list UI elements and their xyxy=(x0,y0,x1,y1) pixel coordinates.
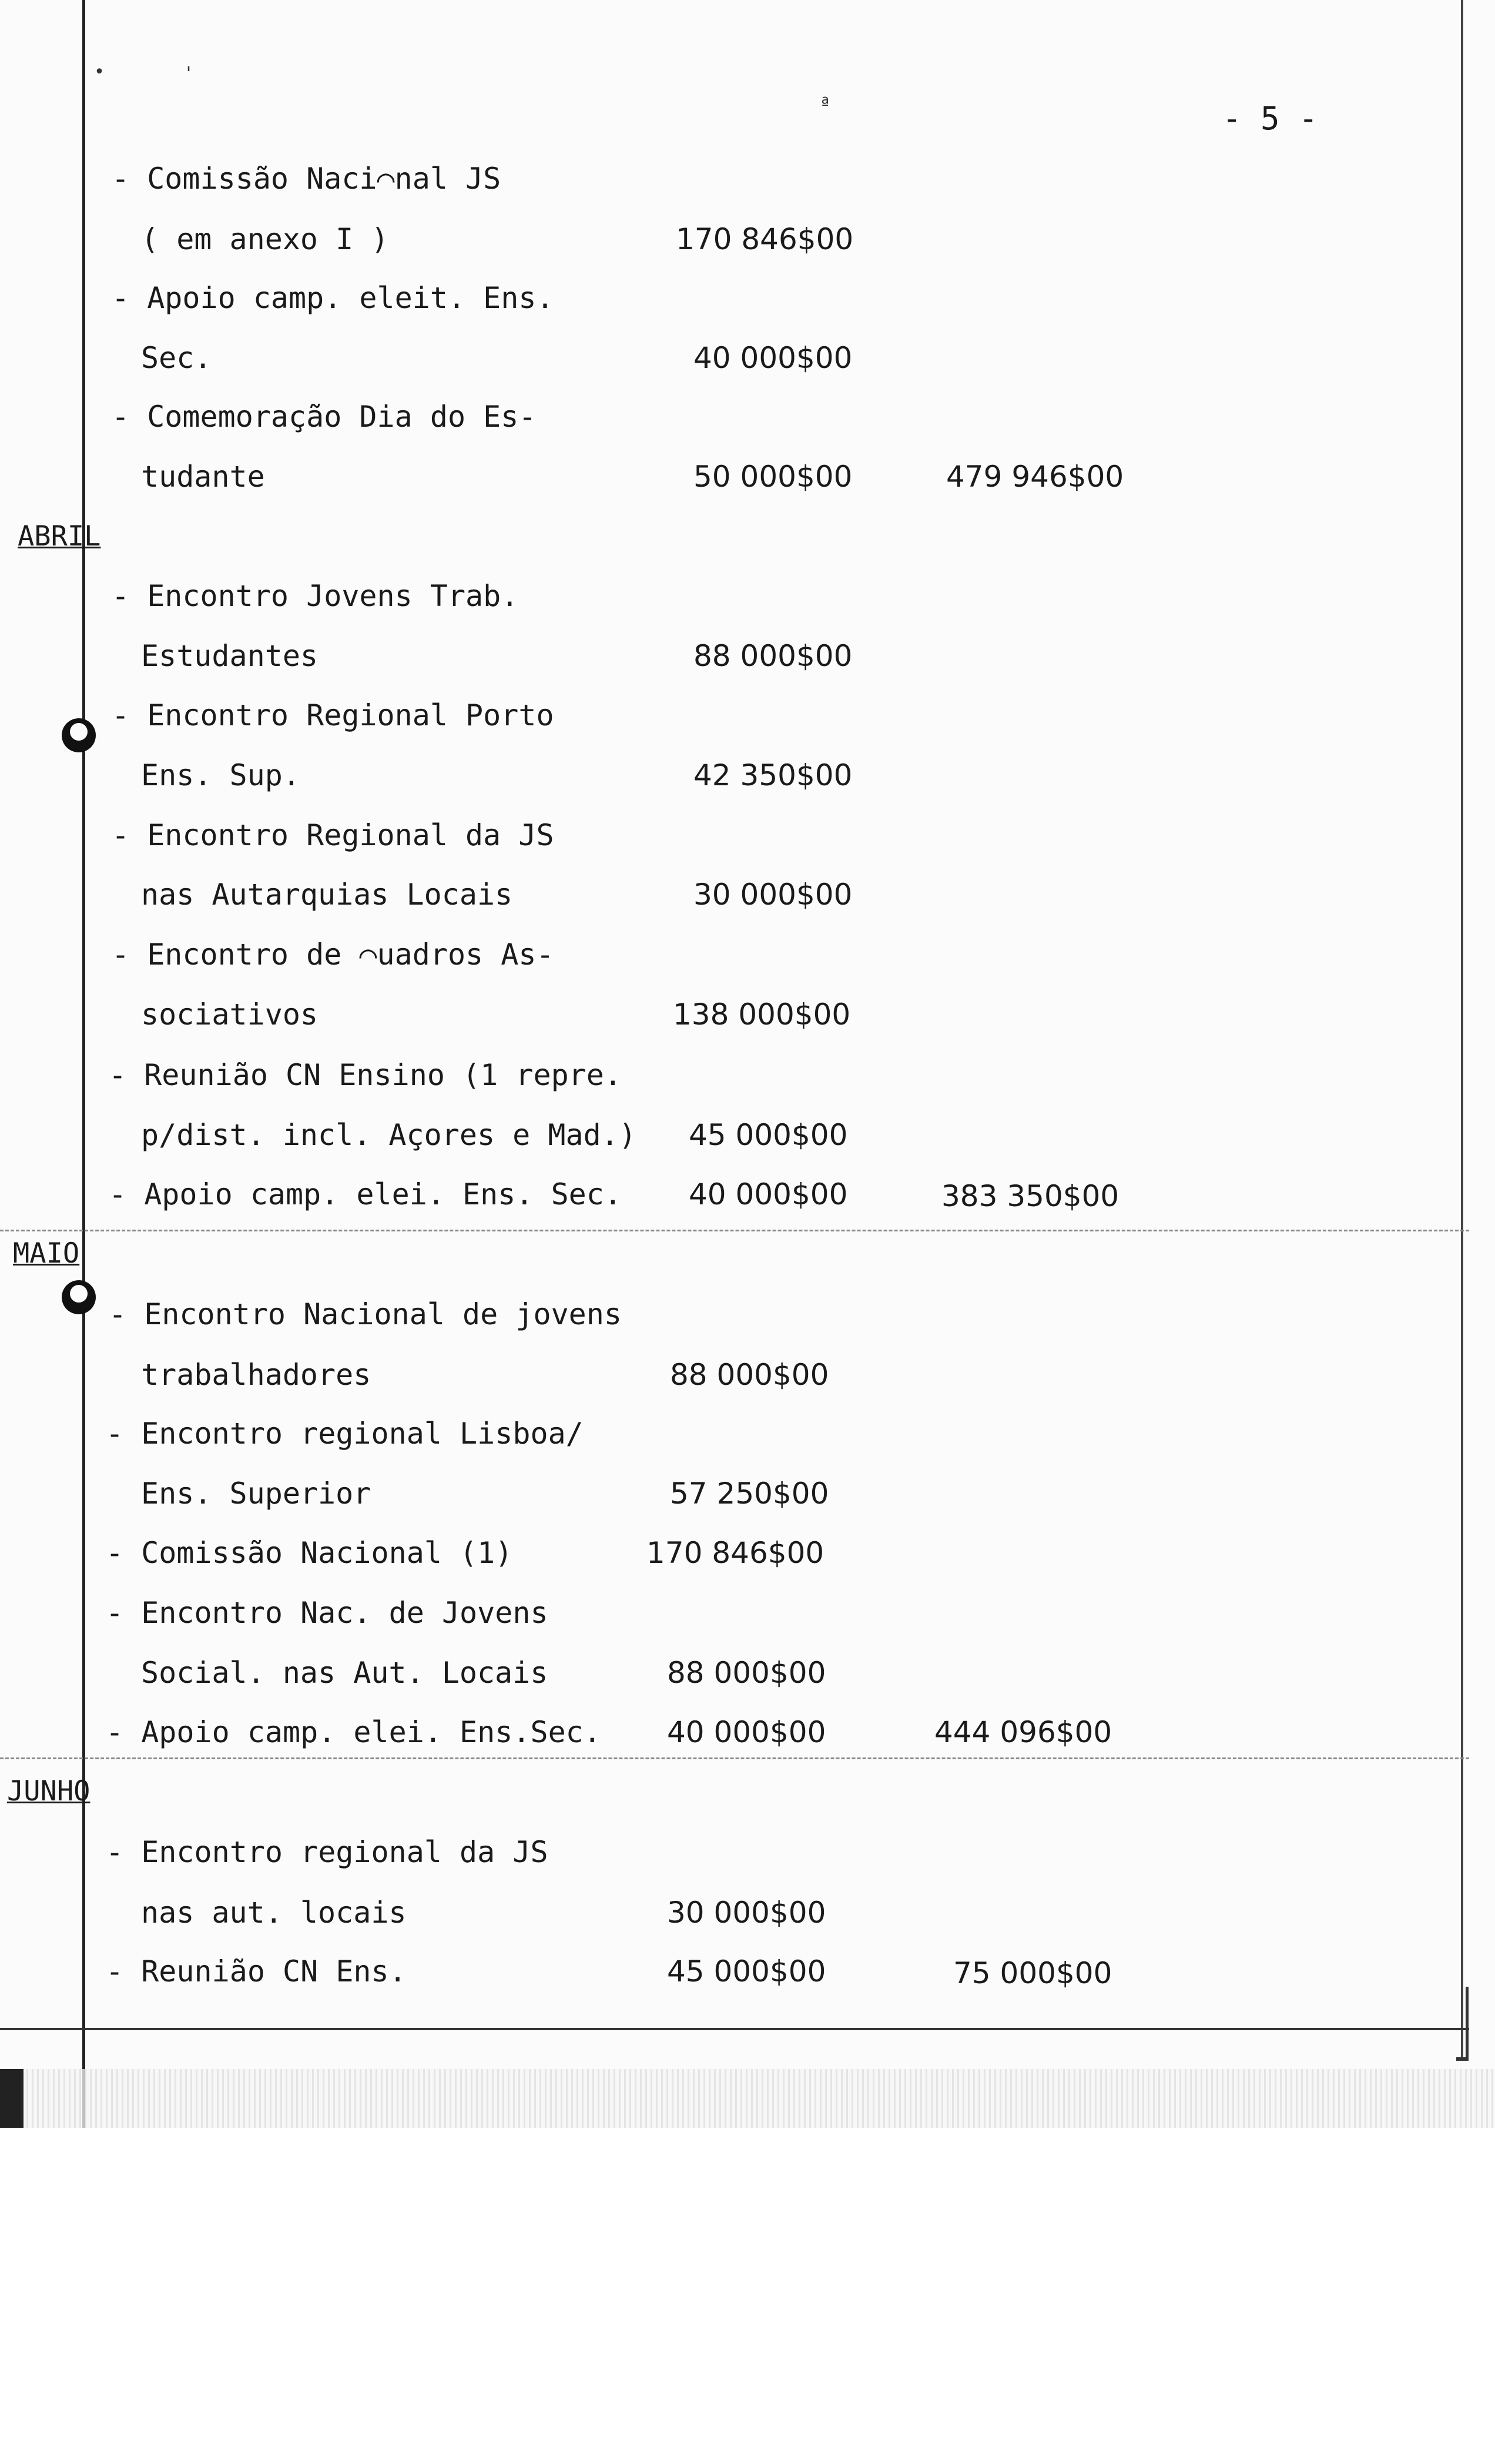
item-5-line1: - Encontro Regional Porto xyxy=(112,698,554,732)
page-corner xyxy=(1456,1987,1469,2061)
item-13-line2: Social. nas Aut. Locais xyxy=(141,1656,548,1690)
scan-speck: ª xyxy=(820,94,831,115)
month-abril: ABRIL xyxy=(18,520,101,553)
item-7-line1: - Encontro de ⌒uadros As- xyxy=(112,938,554,972)
item-5-line2: Ens. Sup. xyxy=(141,758,300,792)
item-12-amount: 170 846$00 xyxy=(646,1536,824,1570)
item-11-line2: Ens. Superior xyxy=(141,1477,371,1511)
scan-dark-corner xyxy=(0,2069,24,2128)
punch-hole-bottom xyxy=(62,1280,96,1314)
item-14-line1: - Apoio camp. elei. Ens.Sec. xyxy=(106,1715,601,1749)
page-number: - 5 - xyxy=(1222,100,1318,137)
maio-divider-line xyxy=(0,1230,1469,1231)
month-junho: JUNHO xyxy=(7,1775,90,1807)
month-maio: MAIO xyxy=(13,1237,80,1270)
item-9-line1: - Apoio camp. elei. Ens. Sec. xyxy=(109,1177,622,1211)
item-2-amount: 40 000$00 xyxy=(693,341,853,375)
item-16-amount: 45 000$00 xyxy=(667,1954,826,1988)
item-13-amount: 88 000$00 xyxy=(667,1656,826,1690)
item-2-line1: - Apoio camp. eleit. Ens. xyxy=(112,281,554,315)
punch-hole-top xyxy=(62,718,96,752)
item-8-line2: p/dist. incl. Açores e Mad.) xyxy=(141,1118,636,1152)
item-4-line1: - Encontro Jovens Trab. xyxy=(112,579,519,613)
item-10-line2: trabalhadores xyxy=(141,1358,371,1392)
item-6-amount: 30 000$00 xyxy=(693,878,853,912)
item-1-line1: - Comissão Naci⌒nal JS xyxy=(112,162,501,196)
item-13-line1: - Encontro Nac. de Jovens xyxy=(106,1596,548,1630)
item-1-line2: ( em anexo I ) xyxy=(141,222,389,256)
page-bottom-edge xyxy=(0,2028,1469,2030)
item-15-line1: - Encontro regional da JS xyxy=(106,1835,548,1869)
item-11-line1: - Encontro regional Lisboa/ xyxy=(106,1417,584,1451)
item-10-line1: - Encontro Nacional de jovens xyxy=(109,1297,622,1331)
item-10-amount: 88 000$00 xyxy=(670,1358,829,1392)
junho-divider-line xyxy=(0,1757,1469,1759)
item-16-line1: - Reunião CN Ens. xyxy=(106,1954,407,1988)
item-14-amount: 40 000$00 xyxy=(667,1715,826,1749)
item-15-line2: nas aut. locais xyxy=(141,1896,407,1930)
item-14-subtotal: 444 096$00 xyxy=(934,1715,1112,1749)
scan-speck: ' xyxy=(183,63,195,84)
right-page-edge xyxy=(1461,0,1463,2057)
item-6-line1: - Encontro Regional da JS xyxy=(112,818,554,852)
item-11-amount: 57 250$00 xyxy=(670,1477,829,1511)
item-3-subtotal: 479 946$00 xyxy=(946,460,1124,494)
left-margin-line xyxy=(82,0,85,2128)
item-4-amount: 88 000$00 xyxy=(693,639,853,673)
item-7-line2: sociativos xyxy=(141,997,319,1032)
item-16-subtotal: 75 000$00 xyxy=(953,1956,1112,1990)
item-12-line1: - Comissão Nacional (1) xyxy=(106,1536,513,1570)
item-7-amount: 138 000$00 xyxy=(673,997,851,1032)
item-2-line2: Sec. xyxy=(141,341,212,375)
item-15-amount: 30 000$00 xyxy=(667,1896,826,1930)
item-3-line1: - Comemoração Dia do Es- xyxy=(112,400,537,434)
item-9-amount: 40 000$00 xyxy=(689,1177,848,1211)
scan-speck: • xyxy=(94,62,105,82)
item-5-amount: 42 350$00 xyxy=(693,758,853,792)
scan-bottom-noise xyxy=(0,2069,1495,2128)
item-3-amount: 50 000$00 xyxy=(693,460,853,494)
item-3-line2: tudante xyxy=(141,460,265,494)
item-1-amount: 170 846$00 xyxy=(676,222,854,256)
item-9-subtotal: 383 350$00 xyxy=(941,1179,1119,1213)
item-8-line1: - Reunião CN Ensino (1 repre. xyxy=(109,1058,622,1092)
item-8-amount: 45 000$00 xyxy=(689,1118,848,1152)
item-6-line2: nas Autarquias Locais xyxy=(141,878,513,912)
item-4-line2: Estudantes xyxy=(141,639,319,673)
